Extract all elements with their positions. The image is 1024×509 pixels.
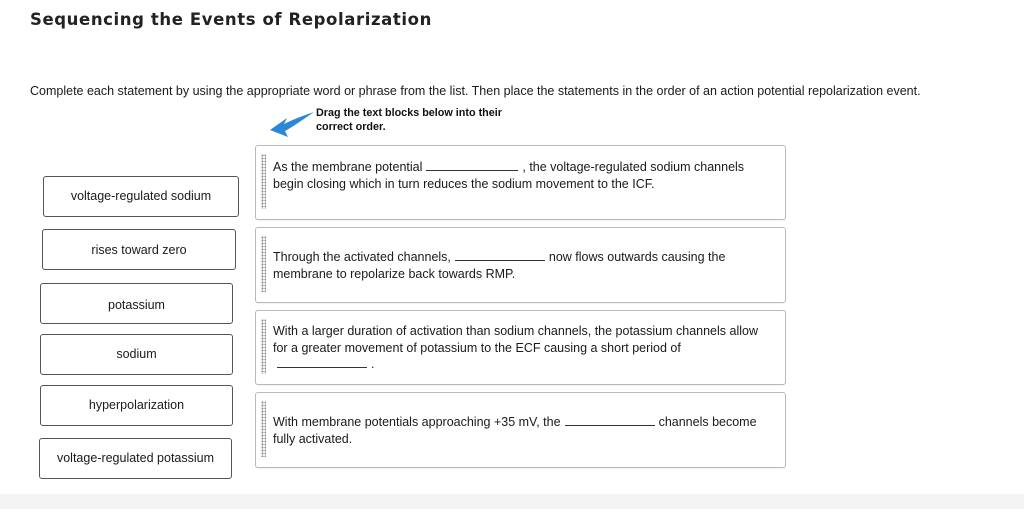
instructions-text: Complete each statement by using the appropriate word or phrase from the list. Then place the statements in the order of an action potential repolarization event. xyxy=(30,84,921,98)
drag-hint-arrow-icon xyxy=(268,110,316,140)
answer-blank[interactable] xyxy=(565,416,655,426)
drag-handle-icon[interactable] xyxy=(261,236,266,292)
word-hyperpolarization[interactable]: hyperpolarization xyxy=(40,385,233,426)
answer-blank[interactable] xyxy=(455,251,545,261)
word-sodium[interactable]: sodium xyxy=(40,334,233,375)
answer-blank[interactable] xyxy=(426,161,518,171)
statement-block-2[interactable] xyxy=(255,227,786,303)
word-potassium[interactable]: potassium xyxy=(40,283,233,324)
statement-text: With membrane potentials approaching +35 mV, the channels become fully activated. xyxy=(273,415,757,446)
page-title: Sequencing the Events of Repolarization xyxy=(30,10,432,29)
answer-blank[interactable] xyxy=(277,358,367,368)
drag-hint xyxy=(316,107,502,134)
statement-text: Through the activated channels, now flows outwards causing the membrane to repolarize back towards RMP. xyxy=(273,250,726,281)
word-voltage-regulated-potassium[interactable]: voltage-regulated potassium xyxy=(39,438,232,479)
word-rises-toward-zero[interactable]: rises toward zero xyxy=(42,229,236,270)
drag-handle-icon[interactable] xyxy=(261,154,266,209)
word-voltage-regulated-sodium[interactable]: voltage-regulated sodium xyxy=(43,176,239,217)
statement-block-4[interactable] xyxy=(255,392,786,468)
statement-text: As the membrane potential , the voltage-regulated sodium channels begin closing which in turn reduces the sodium movement to the ICF. xyxy=(273,160,745,191)
statement-block-3[interactable] xyxy=(255,310,786,385)
footer-band xyxy=(0,494,1024,509)
statement-text: With a larger duration of activation than sodium channels, the potassium channels allow for a greater movement of potassium to the ECF causing a short period of. xyxy=(273,324,758,371)
drag-handle-icon[interactable] xyxy=(261,319,266,374)
drag-hint-line2: correct order. xyxy=(316,120,386,133)
drag-handle-icon[interactable] xyxy=(261,401,266,457)
statement-block-1[interactable] xyxy=(255,145,786,220)
drag-hint-line1: Drag the text blocks below into their xyxy=(316,107,502,119)
